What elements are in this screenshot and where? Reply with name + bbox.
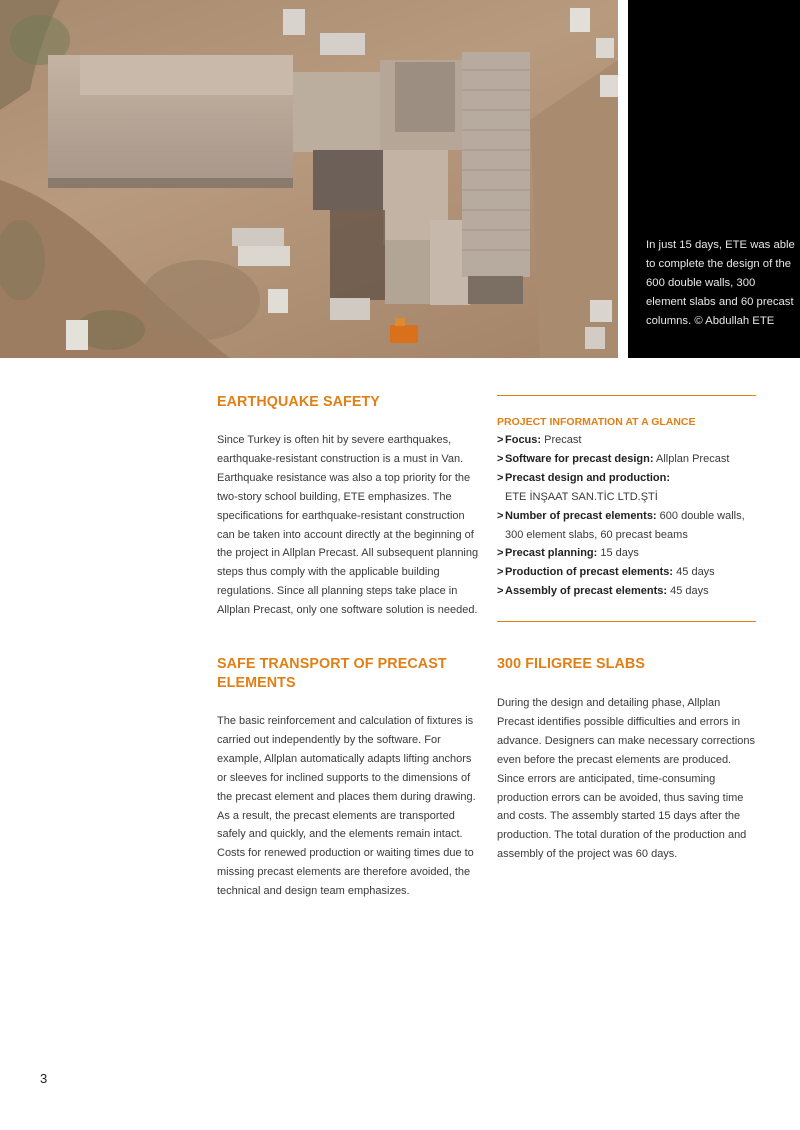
filigree-slabs-body: During the design and detailing phase, Allplan Precast identifies possible difficulties and errors in advance. Designers can make necessary corrections even before the precast elements are produced. Since errors are anticipated, time-consuming production errors can be avoided, thus saving time and costs. The assembly started 15 days after the production. The total duration of the production and assembly of the project was 60 days. [497, 697, 756, 861]
bullet-arrow-icon: > [497, 471, 504, 484]
info-value: 45 days [676, 566, 715, 579]
info-box-bottom-rule [497, 621, 756, 622]
safe-transport-heading: SAFE TRANSPORT OF PRECAST ELEMENTS [217, 656, 447, 691]
aerial-construction-photo [0, 0, 618, 358]
info-value: 45 days [670, 585, 709, 598]
aerial-photo-illustration [0, 0, 618, 358]
photo-caption: In just 15 days, ETE was able to complete the design of the 600 double walls, 300 element slabs and 60 precast columns. © Abdullah ETE [646, 239, 795, 328]
project-info-item [497, 450, 759, 469]
info-label: Number of precast elements: [505, 509, 657, 522]
bullet-arrow-icon: > [497, 452, 504, 465]
info-value: 15 days [600, 547, 639, 560]
bullet-arrow-icon: > [497, 566, 504, 579]
info-value: Allplan Precast [656, 452, 730, 465]
bullet-arrow-icon: > [497, 547, 504, 560]
earthquake-safety-body: Since Turkey is often hit by severe earthquakes, earthquake-resistant construction is a must in Van. Earthquake resistance was also a top priority for the two-story school building, ETE emphasizes. The specifications for earthquake-resistant construction can be taken into account directly at the beginning of the project in Allplan Precast. All subsequent planning steps thus comply with the applicable building regulations. Since all planning steps take place in Allplan Precast, only one software solution is needed. [217, 434, 479, 617]
project-info-item [497, 563, 759, 582]
info-label: Assembly of precast elements: [505, 585, 668, 598]
info-label: Precast planning: [505, 547, 598, 560]
info-value: 600 double walls, 300 element slabs, 60 precast beams [505, 509, 745, 541]
project-info-item [497, 469, 759, 507]
page-number: 3 [40, 1071, 48, 1086]
project-info-item [497, 507, 759, 545]
bullet-arrow-icon: > [497, 434, 504, 446]
project-info-title: PROJECT INFORMATION AT A GLANCE [497, 416, 696, 428]
project-info-item [497, 431, 759, 450]
project-info-list [497, 431, 759, 601]
filigree-slabs-heading: 300 FILIGREE SLABS [497, 656, 645, 672]
info-label: Precast design and production: [505, 471, 671, 484]
earthquake-safety-heading: EARTHQUAKE SAFETY [217, 394, 380, 410]
info-value: Precast [544, 434, 582, 446]
bullet-arrow-icon: > [497, 509, 504, 522]
info-label: Production of precast elements: [505, 566, 674, 579]
info-label: Software for precast design: [505, 452, 654, 465]
info-value: ETE İNŞAAT SAN.TİC LTD.ŞTİ [505, 490, 658, 503]
project-info-item [497, 544, 759, 563]
safe-transport-body: The basic reinforcement and calculation of fixtures is carried out independently by the software. For example, Allplan automatically adapts lifting anchors or sleeves for inclined supports to the dimensions of the precast element and places them during drawing. As a result, the precast elements are transported safely and quickly, and the elements remain intact. Costs for renewed production or waiting times due to missing precast elements are therefore avoided, the technical and design team emphasizes. [217, 715, 476, 898]
bullet-arrow-icon: > [497, 585, 504, 598]
info-label: Focus: [505, 434, 542, 446]
info-box-top-rule [497, 395, 756, 396]
project-info-item [497, 582, 759, 601]
